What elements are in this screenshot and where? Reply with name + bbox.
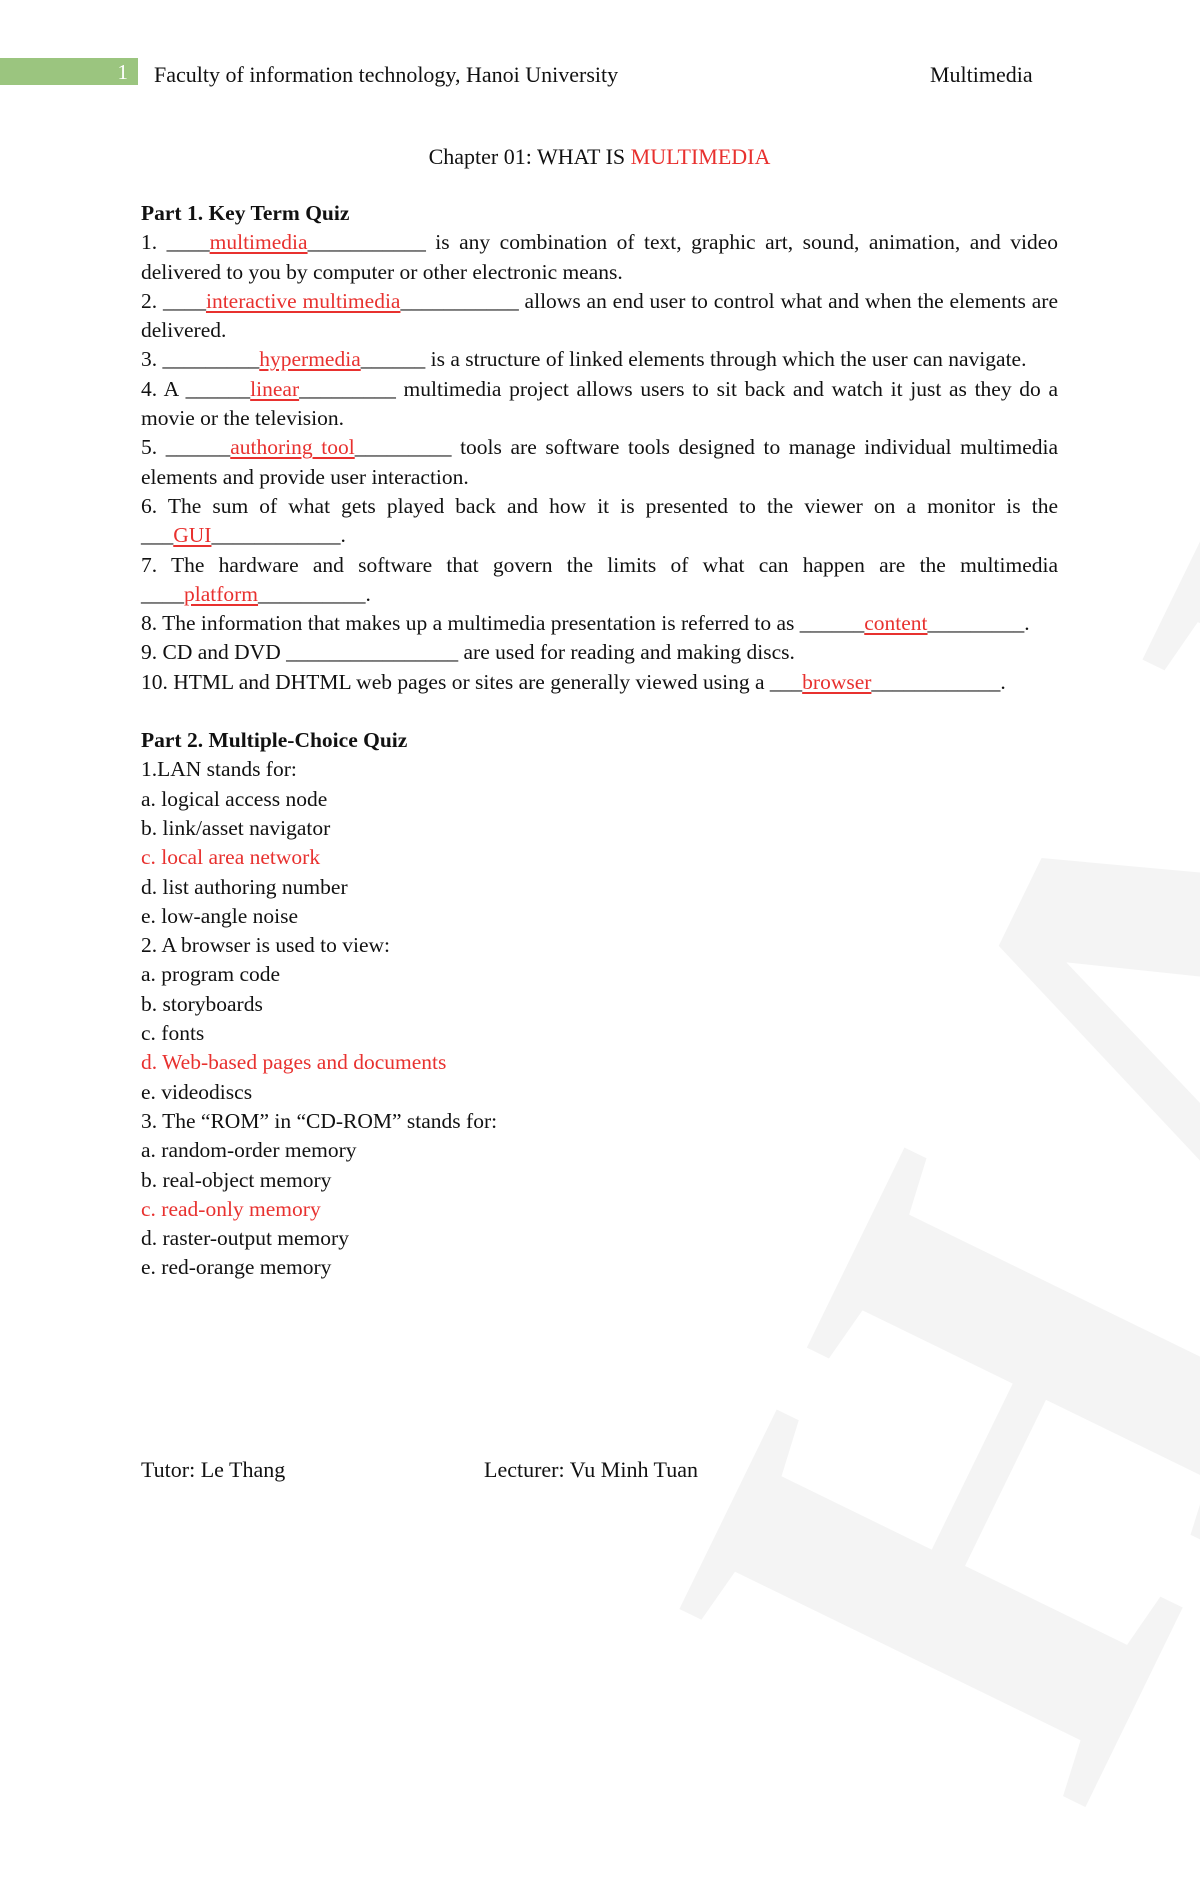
answer-text: GUI (173, 523, 212, 548)
answer-option: a. program code (141, 962, 281, 987)
key-term-item (141, 551, 1058, 610)
item-text: allows an end user to control what and when the elements are delivered. (141, 288, 1059, 343)
key-term-quiz (141, 228, 1058, 697)
correct-option: d. Web-based pages and documents (141, 1050, 447, 1075)
item-text: 6. The sum of what gets played back and how it is presented to the viewer on a monitor is the (141, 493, 1058, 518)
answer-blank: _________ (162, 347, 260, 372)
document-body (141, 142, 1058, 1283)
item-text: 1. (141, 230, 167, 255)
footer-tutor: Tutor: Le Thang (141, 1457, 286, 1482)
key-term-item (141, 638, 1058, 667)
answer-text: linear (250, 376, 300, 401)
part1-title: Part 1. Key Term Quiz (141, 201, 350, 225)
answer-blank: ____ (162, 288, 206, 313)
page-number: 1 (117, 60, 128, 84)
question-text: 2. A browser is used to view: (141, 933, 391, 958)
item-text: is a structure of linked elements through which the user can navigate. (425, 347, 1027, 372)
chapter-title: Chapter 01: WHAT IS MULTIMEDIA (428, 144, 771, 169)
multiple-choice-quiz (141, 755, 1058, 1282)
page-number-tab (0, 58, 138, 85)
answer-blank: ___ (141, 523, 174, 548)
answer-option: e. videodiscs (141, 1079, 253, 1104)
item-text: . (365, 581, 371, 606)
answer-blank: ____________ (871, 669, 1001, 694)
answer-option: b. storyboards (141, 991, 263, 1016)
answer-blank: ___ (769, 669, 803, 694)
item-text: are used for reading and making discs. (458, 640, 795, 665)
answer-blank: _________ (299, 376, 396, 401)
correct-option: c. read-only memory (141, 1196, 321, 1221)
question-text: 1.LAN stands for: (141, 757, 297, 782)
key-term-item (141, 433, 1058, 492)
answer-blank: ______ (165, 435, 231, 460)
item-text: is any combination of text, graphic art, sound, animation, and video delivered to you by computer or other electronic means. (141, 230, 1059, 284)
item-text: tools are software tools designed to manage individual multimedia elements and provide user interaction. (141, 435, 1058, 489)
answer-text: authoring tool (230, 435, 355, 460)
header-faculty: Faculty of information technology, Hanoi University (154, 62, 619, 87)
answer-option: c. fonts (141, 1021, 205, 1046)
question-text: 3. The “ROM” in “CD-ROM” stands for: (141, 1108, 498, 1133)
answer-text: content (864, 611, 928, 636)
key-term-item (141, 287, 1058, 346)
item-text: 4. A (141, 376, 186, 401)
key-term-item (141, 228, 1058, 287)
item-text: . (340, 523, 346, 548)
answer-blank: __________ (258, 581, 366, 606)
item-text: 3. (141, 347, 163, 372)
answer-blank: ___________ (400, 288, 519, 313)
answer-blank: ____ (166, 230, 210, 255)
answer-option: e. low-angle noise (141, 903, 299, 928)
footer-lecturer: Lecturer: Vu Minh Tuan (484, 1457, 698, 1482)
answer-blank: _________ (354, 435, 452, 460)
part2-title: Part 2. Multiple-Choice Quiz (141, 728, 408, 753)
answer-option: e. red-orange memory (141, 1255, 332, 1280)
key-term-item (141, 492, 1058, 551)
key-term-item (141, 609, 1058, 638)
answer-option: d. raster-output memory (141, 1226, 349, 1251)
answer-blank: ________________ (286, 640, 459, 665)
answer-option: a. logical access node (141, 786, 328, 811)
answer-blank: ______ (360, 347, 426, 372)
answer-text: interactive multimedia (205, 288, 401, 313)
answer-text: browser (802, 669, 872, 694)
answer-option: b. real-object memory (141, 1167, 332, 1192)
answer-text: multimedia (209, 230, 308, 255)
key-term-item (141, 668, 1058, 697)
header-course: Multimedia (930, 62, 1033, 87)
item-text: 7. The hardware and software that govern the limits of what can happen are the multimedia (141, 552, 1058, 577)
correct-option: c. local area network (141, 845, 321, 870)
answer-blank: ______ (799, 611, 865, 636)
answer-option: b. link/asset navigator (141, 815, 331, 840)
answer-blank: ____________ (211, 523, 341, 548)
item-text: multimedia project allows users to sit back and watch it just as they do a movie or the television. (141, 376, 1059, 431)
item-text: . (1000, 669, 1006, 694)
answer-blank: ______ (185, 376, 251, 401)
answer-option: a. random-order memory (141, 1138, 357, 1163)
key-term-item (141, 375, 1058, 434)
item-text: . (1024, 611, 1030, 636)
item-text: 10. HTML and DHTML web pages or sites are generally viewed using a (141, 669, 770, 694)
item-text: 9. CD and DVD (141, 640, 287, 665)
answer-blank: ____ (141, 581, 184, 606)
answer-text: platform (184, 581, 259, 606)
answer-option: d. list authoring number (141, 874, 348, 899)
item-text: 8. The information that makes up a multimedia presentation is referred to as (141, 611, 800, 636)
answer-text: hypermedia (259, 347, 361, 372)
answer-blank: _________ (927, 611, 1025, 636)
item-text: 2. (141, 288, 163, 313)
answer-blank: ___________ (307, 230, 426, 255)
key-term-item (141, 345, 1058, 374)
item-text: 5. (141, 435, 166, 460)
